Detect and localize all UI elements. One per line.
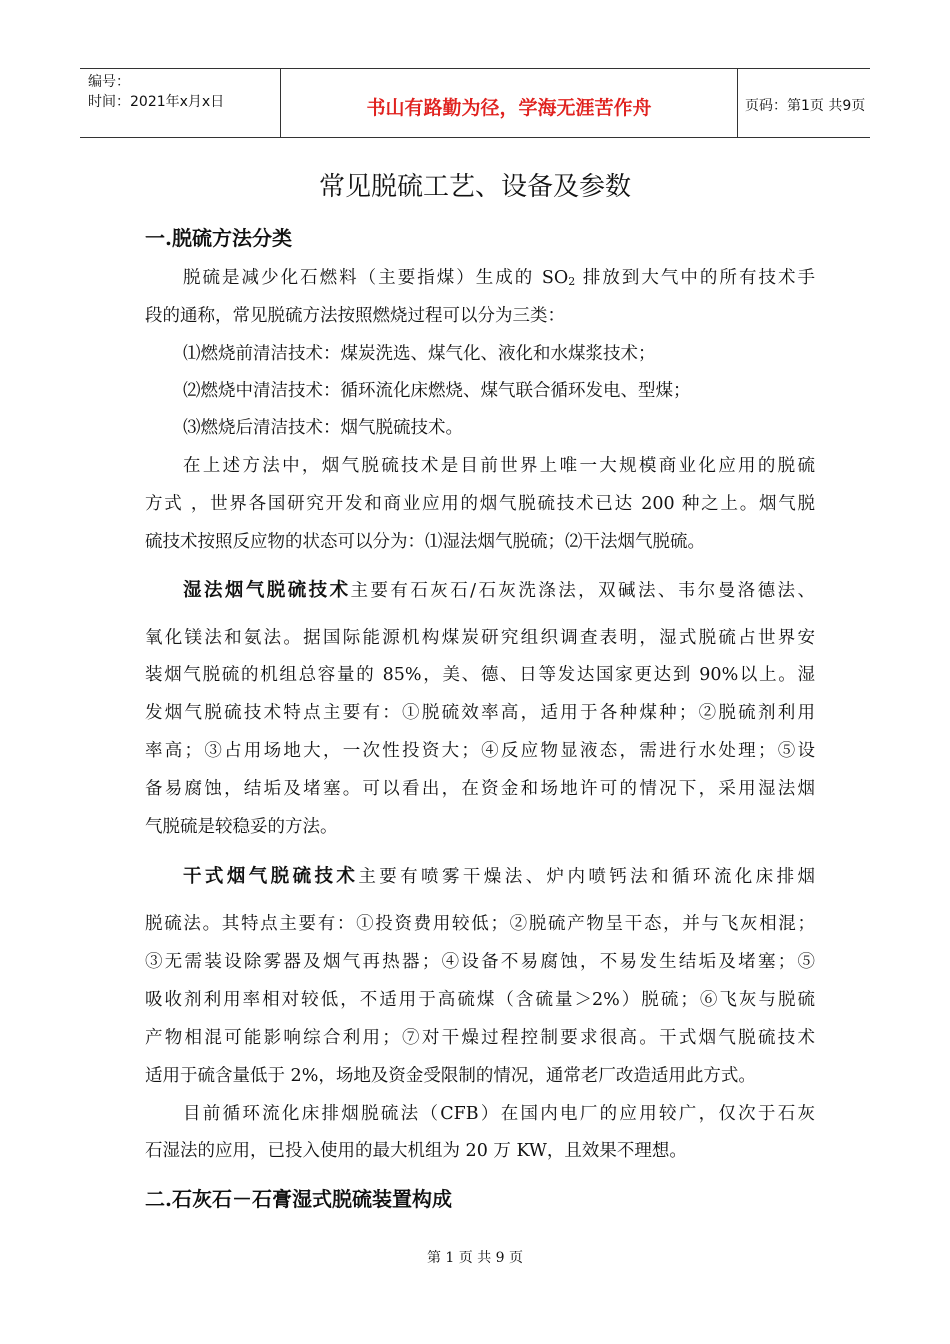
wet-paragraph-line-3: 装烟气脱硫的机组总容量的 85%，美、德、日等发达国家更达到 90%以上。湿: [145, 665, 815, 685]
dry-keyword: 干式烟气脱硫技术: [183, 866, 359, 887]
page-header: [80, 68, 870, 138]
list-item-1: ⑴燃烧前清洁技术：煤炭洗选、煤气化、液化和水煤浆技术；: [183, 344, 656, 364]
wet-paragraph-line-1: 湿法烟气脱硫技术主要有石灰石/石灰洗涤法，双碱法、韦尔曼洛德法、: [183, 580, 815, 601]
wet-paragraph-line-2: 氧化镁法和氨法。据国际能源机构煤炭研究组织调查表明，湿式脱硫占世界安: [145, 628, 815, 648]
dry-paragraph-line-6: 适用于硫含量低于 2%，场地及资金受限制的情况，通常老厂改造适用此方式。: [145, 1066, 756, 1086]
page-footer: 第 1 页 共 9 页: [426, 1250, 524, 1266]
header-page-cell: [737, 69, 870, 137]
section-1-heading: 一.脱硫方法分类: [145, 226, 292, 250]
page-label: 页码：第1页 共9页: [745, 98, 866, 114]
list-item-2: ⑵燃烧中清洁技术：循环流化床燃烧、煤气联合循环发电、型煤；: [183, 381, 691, 401]
header-meta: [80, 69, 280, 137]
date-label: 时间：2021年x月x日: [88, 94, 225, 110]
paragraph-2-line-3: 硫技术按照反应物的状态可以分为：⑴湿法烟气脱硫；⑵干法烟气脱硫。: [145, 532, 705, 552]
header-motto-cell: [280, 69, 738, 137]
paragraph-2-line-2: 方式 ，世界各国研究开发和商业应用的烟气脱硫技术已达 200 种之上。烟气脱: [145, 494, 815, 514]
dry-paragraph-line-4: 吸收剂利用率相对较低，不适用于高硫煤（含硫量＞2%）脱硫；⑥飞灰与脱硫: [145, 990, 815, 1010]
dry-paragraph-line-1: 干式烟气脱硫技术主要有喷雾干燥法、炉内喷钙法和循环流化床排烟: [183, 866, 815, 887]
paragraph-1-line-2: 段的通称，常见脱硫方法按照燃烧过程可以分为三类：: [145, 306, 565, 326]
paragraph-2-line-1: 在上述方法中，烟气脱硫技术是目前世界上唯一大规模商业化应用的脱硫: [183, 456, 815, 476]
motto: 书山有路勤为径，学海无涯苦作舟: [366, 97, 652, 119]
paragraph-1-line-1: 脱硫是减少化石燃料（主要指煤）生成的 $SO_2$ 排放到大气中的所有技术手: [183, 268, 816, 288]
wet-keyword: 湿法烟气脱硫技术: [183, 580, 351, 601]
wet-paragraph-line-6: 备易腐蚀，结垢及堵塞。可以看出，在资金和场地许可的情况下，采用湿法烟: [145, 779, 815, 799]
cfb-paragraph-line-2: 石湿法的应用，已投入使用的最大机组为 20 万 KW，且效果不理想。: [145, 1141, 687, 1161]
dry-paragraph-line-2: 脱硫法。其特点主要有：①投资费用较低；②脱硫产物呈干态，并与飞灰相混；: [145, 914, 815, 934]
list-item-3: ⑶燃烧后清洁技术：烟气脱硫技术。: [183, 418, 463, 438]
wet-paragraph-line-5: 率高；③占用场地大，一次性投资大；④反应物显液态，需进行水处理；⑤设: [145, 741, 815, 761]
code-label: 编号：: [88, 74, 130, 90]
dry-paragraph-line-3: ③无需装设除雾器及烟气再热器；④设备不易腐蚀，不易发生结垢及堵塞；⑤: [145, 952, 815, 972]
document-title: 常见脱硫工艺、设备及参数: [318, 172, 631, 202]
wet-paragraph-line-7: 气脱硫是较稳妥的方法。: [145, 817, 338, 837]
section-2-heading: 二.石灰石－石膏湿式脱硫装置构成: [145, 1187, 452, 1211]
wet-paragraph-line-4: 发烟气脱硫技术特点主要有：①脱硫效率高，适用于各种煤种；②脱硫剂利用: [145, 703, 815, 723]
dry-paragraph-line-5: 产物相混可能影响综合利用；⑦对干燥过程控制要求很高。干式烟气脱硫技术: [145, 1028, 815, 1048]
cfb-paragraph-line-1: 目前循环流化床排烟脱硫法（CFB）在国内电厂的应用较广，仅次于石灰: [183, 1104, 815, 1124]
